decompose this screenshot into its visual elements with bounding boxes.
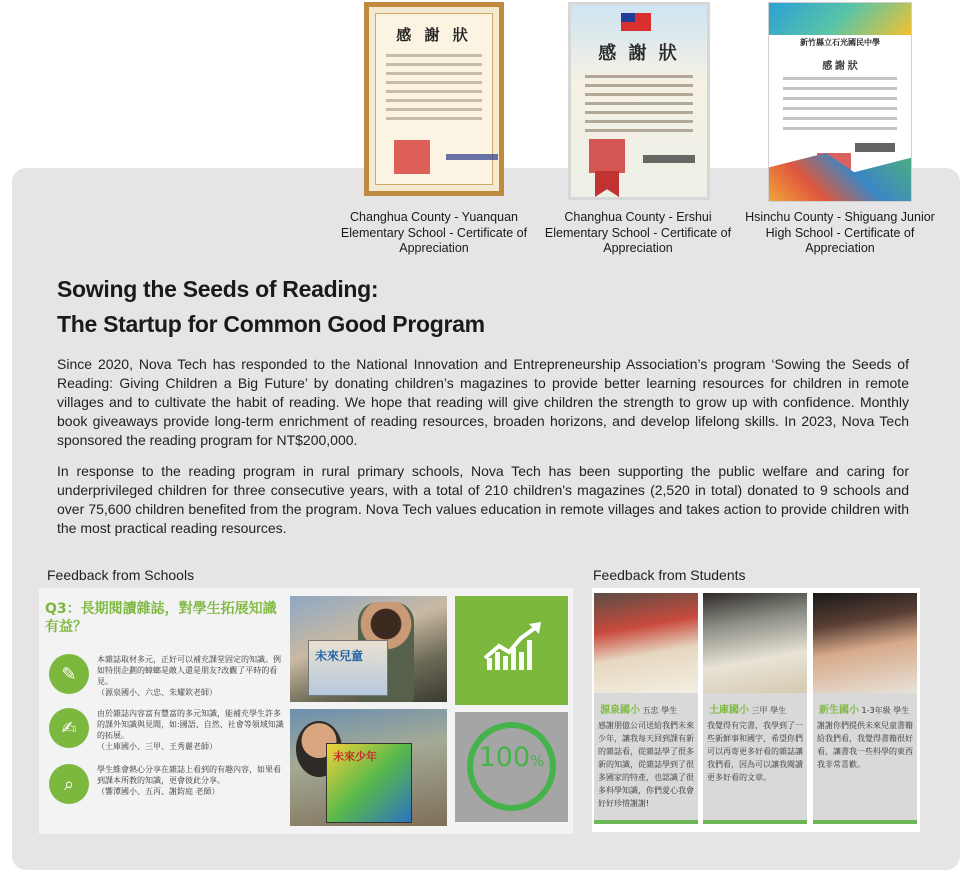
- photo-student-reading-1: [290, 596, 447, 702]
- student-feedback-card: [813, 593, 917, 824]
- signature: [643, 155, 695, 163]
- title-line-1: Sowing the Seeds of Reading:: [57, 276, 379, 302]
- certificate-caption-ershui: Changhua County - Ershui Elementary School - Certificate of Appreciation: [544, 210, 732, 255]
- feedback-source: （源泉國小、六忠、朱耀欽老師）: [97, 688, 217, 697]
- student-school: 源泉國小: [600, 705, 640, 716]
- student-photo: [703, 593, 807, 693]
- certificate-title: 感 謝 狀: [396, 26, 472, 44]
- certificate-title: 感 謝 狀: [822, 61, 858, 72]
- student-school: 新生國小: [819, 705, 859, 716]
- survey-question: Q3：長期閱讀雜誌，對學生拓展知識有益？: [45, 601, 277, 635]
- students-feedback-label: Feedback from Students: [593, 567, 746, 583]
- schools-feedback-box: [39, 588, 573, 834]
- flag-icon: [621, 13, 651, 31]
- certificate-caption-shiguang: Hsinchu County - Shiguang Junior High School - Certificate of Appreciation: [745, 210, 935, 255]
- seal-stamp: [589, 139, 625, 173]
- photo-student-reading-2: [290, 709, 447, 826]
- certificate-image-shiguang: [768, 2, 912, 202]
- certificate-title: 感 謝 狀: [598, 43, 680, 64]
- student-photo: [594, 593, 698, 693]
- feedback-source: （響潭國小、五丙、謝鈞庭 老師）: [97, 787, 220, 796]
- paragraph-intro: Since 2020, Nova Tech has responded to the National Innovation and Entrepreneurship Association’s program ‘Sowing the Seeds of Reading: Giving Children a Big Future’ by donating children’s magazines to provide better learning resources for children in remote villages and to cultivate the habit of reading. We hope that reading will give children the strength to grow up with confidence. Monthly book giveaways provide long-term enrichment of reading resources, broaden horizons, and develop lifelong skills. In 2023, Nova Tech sponsored the reading program for NT$200,000.: [57, 356, 909, 448]
- student-grade: 1-3年級 學生: [861, 706, 910, 715]
- certificate-caption-yuanquan: Changhua County - Yuanquan Elementary School - Certificate of Appreciation: [340, 210, 528, 255]
- student-feedback-card: [703, 593, 807, 824]
- certificate-image-yuanquan: [364, 2, 504, 196]
- signature: [446, 154, 498, 160]
- student-school: 土庫國小: [709, 705, 749, 716]
- student-feedback-text: 我覺得有完書，我學到了一些新鮮事和國字，希望你們可以再寄更多好看的雜誌讓我們看，因為可以讓我閱讀更多好看的文章。: [707, 721, 803, 782]
- title-line-2: The Startup for Common Good Program: [57, 311, 485, 337]
- students-feedback-box: [592, 588, 920, 832]
- ribbon-icon: [595, 171, 619, 197]
- student-feedback-text: 謝謝你們提供未來兒童書籍給我們看，我覺得書籍很好看，讓書我一些科學的東西我非常喜歡。: [817, 721, 913, 769]
- pen-icon: ✎: [49, 654, 89, 694]
- certificate-school-name: 新竹縣立石光國民中學: [800, 38, 880, 47]
- feedback-source: （土庫國小、三甲、王秀麗老師）: [97, 742, 217, 751]
- percent-tile: [455, 712, 568, 822]
- schools-feedback-label: Feedback from Schools: [47, 567, 195, 583]
- student-grade: 三甲 學生: [751, 706, 787, 715]
- magazine: 未來少年: [326, 743, 412, 823]
- magazine: 未來兒童: [308, 640, 388, 696]
- student-feedback-card: [594, 593, 698, 824]
- paragraph-impact: In response to the reading program in rural primary schools, Nova Tech has been supporting the public welfare and caring for underprivileged children for three consecutive years, with a total of 210 children's magazines (2,520 in total) donated to 9 schools and over 75,600 children benefited from the program. Nova Tech values education in remote villages and takes action to provide children with the most practical reading resources.: [57, 463, 909, 536]
- student-grade: 五忠 學生: [642, 706, 678, 715]
- feedback-text: 本雜誌取材多元，正好可以補充課堂固定的知識。例如特別企劃的蟑螂是敵人還是朋友?改觀了平時的看見。: [97, 655, 281, 686]
- seal-stamp: [394, 140, 430, 174]
- search-doc-icon: ⌕: [49, 764, 89, 804]
- signature: [855, 143, 895, 152]
- student-photo: [813, 593, 917, 693]
- certificate-banner: [769, 3, 911, 35]
- page-title: [57, 272, 757, 342]
- student-feedback-text: 感謝朋億公司送給我們未來少年，讓我每天回到課有新的雜誌看，從雜誌學了很多新的知識，從雜誌學到了很多國家的特產，也認識了很多科學知識，你們愛心我會好好珍惜謝謝!: [598, 721, 694, 808]
- edit-doc-icon: ✍: [49, 708, 89, 748]
- growth-chart-icon: [455, 596, 568, 705]
- feedback-text: 由於雜誌內容富有豐富的多元知識，能補充學生許多的課外知識與見聞，如:國語、自然、社會等領域知識的拓展。: [97, 709, 284, 740]
- growth-chart-tile: [455, 596, 568, 705]
- feedback-text: 學生維會熱心分享在雜誌上看到的有趣內容，如果看到課本所教的知識，更會彼此分享。: [97, 765, 281, 785]
- certificate-image-ershui: [568, 2, 710, 200]
- percent-value: 100%: [478, 742, 545, 773]
